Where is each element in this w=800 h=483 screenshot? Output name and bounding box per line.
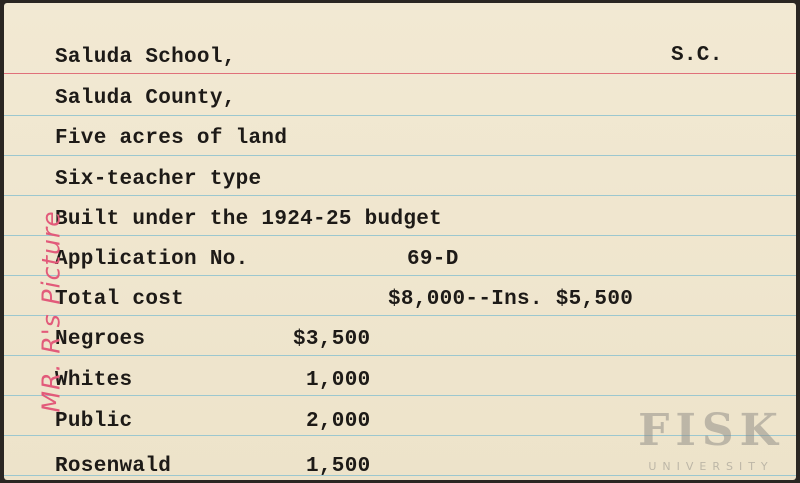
whites-value: 1,000 bbox=[306, 369, 371, 392]
total-cost-value: $8,000--Ins. $5,500 bbox=[388, 288, 634, 311]
ruled-line bbox=[4, 395, 796, 396]
ruled-line bbox=[4, 315, 796, 316]
application-value: 69-D bbox=[407, 248, 459, 271]
budget-line: Built under the 1924-25 budget bbox=[55, 208, 443, 231]
ruled-line bbox=[4, 235, 796, 236]
application-label: Application No. bbox=[55, 248, 249, 271]
watermark-subtitle: UNIVERSITY bbox=[648, 460, 774, 473]
ruled-line bbox=[4, 195, 796, 196]
ruled-line bbox=[4, 115, 796, 116]
whites-label: Whites bbox=[55, 369, 133, 392]
land-line: Five acres of land bbox=[55, 127, 288, 150]
total-cost-label: Total cost bbox=[55, 288, 185, 311]
watermark-name: FISK bbox=[638, 405, 784, 456]
public-value: 2,000 bbox=[306, 410, 371, 433]
rosenwald-value: 1,500 bbox=[306, 455, 371, 478]
header-rule bbox=[4, 73, 796, 74]
ruled-line bbox=[4, 355, 796, 356]
state-abbrev: S.C. bbox=[671, 44, 723, 67]
index-card bbox=[4, 3, 796, 480]
school-name: Saluda School, bbox=[55, 46, 236, 69]
public-label: Public bbox=[55, 410, 133, 433]
ruled-line bbox=[4, 275, 796, 276]
negroes-label: Negroes bbox=[55, 328, 146, 351]
handwritten-note: MR. R's Picture bbox=[36, 210, 66, 413]
rosenwald-label: Rosenwald bbox=[55, 455, 172, 478]
negroes-value: $3,500 bbox=[293, 328, 371, 351]
type-line: Six-teacher type bbox=[55, 168, 262, 191]
county-line: Saluda County, bbox=[55, 87, 236, 110]
fisk-watermark bbox=[626, 405, 796, 479]
ruled-line bbox=[4, 155, 796, 156]
